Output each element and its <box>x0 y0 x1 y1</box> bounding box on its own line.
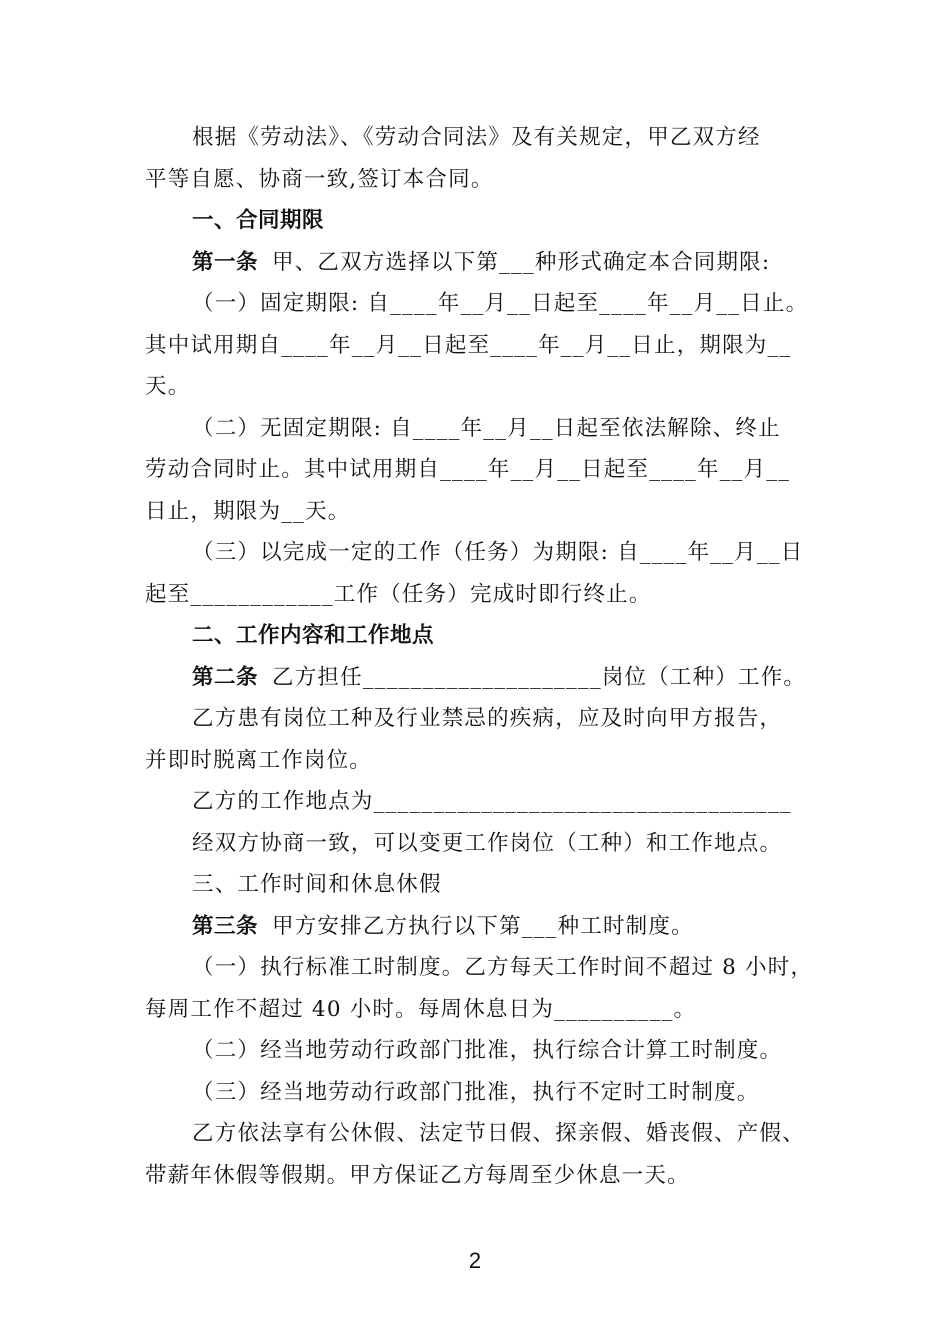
section-heading: 二、工作内容和工作地点 <box>192 623 435 648</box>
paragraph-line: 日止，期限为__天。 <box>145 499 351 524</box>
paragraph-line: 乙方的工作地点为___________________________________ <box>192 789 792 814</box>
paragraph-line: 根据《劳动法》、《劳动合同法》及有关规定，甲乙双方经 <box>192 125 761 150</box>
paragraph-line: 平等自愿、协商一致,签订本合同。 <box>145 167 494 192</box>
article-line <box>192 249 770 277</box>
article-line <box>192 913 694 941</box>
paragraph-line: 起至____________工作（任务）完成时即行终止。 <box>145 582 652 607</box>
paragraph-line: 乙方患有岗位工种及行业禁忌的疾病，应及时向甲方报告， <box>192 706 783 731</box>
article-text: 乙方担任____________________岗位（工种）工作。 <box>272 665 807 690</box>
paragraph-line: （二）无固定期限: 自____年__月__日起至依法解除、终止 <box>192 416 781 441</box>
paragraph-line: 乙方依法享有公休假、法定节日假、探亲假、婚丧假、产假、 <box>192 1121 805 1146</box>
paragraph-line: （三）以完成一定的工作（任务）为期限: 自____年__月__日 <box>192 540 804 565</box>
page-number: 2 <box>468 1248 482 1273</box>
article-text: 甲、乙双方选择以下第___种形式确定本合同期限: <box>272 250 771 275</box>
article-label: 第一条 <box>192 250 259 275</box>
paragraph-line: 并即时脱离工作岗位。 <box>145 748 373 773</box>
section-heading: 三、工作时间和休息休假 <box>192 872 442 897</box>
paragraph-line: （二）经当地劳动行政部门批准，执行综合计算工时制度。 <box>192 1038 783 1063</box>
article-label: 第三条 <box>192 914 259 939</box>
section-heading: 一、合同期限 <box>192 208 325 233</box>
article-line <box>192 664 806 692</box>
paragraph-line: 每周工作不超过 40 小时。每周休息日为__________。 <box>145 997 697 1022</box>
paragraph-line: （三）经当地劳动行政部门批准，执行不定时工时制度。 <box>192 1080 760 1105</box>
paragraph-line: 其中试用期自____年__月__日起至____年__月__日止，期限为__ <box>145 333 792 358</box>
paragraph-line: （一）执行标准工时制度。乙方每天工作时间不超过 8 小时， <box>192 955 814 980</box>
paragraph-line: 劳动合同时止。其中试用期自____年__月__日起至____年__月__ <box>145 457 791 482</box>
paragraph-line: （一）固定期限: 自____年__月__日起至____年__月__日止。 <box>192 291 809 316</box>
article-text: 甲方安排乙方执行以下第___种工时制度。 <box>272 914 694 939</box>
article-label: 第二条 <box>192 665 259 690</box>
paragraph-line: 天。 <box>145 374 191 399</box>
paragraph-line: 带薪年休假等假期。甲方保证乙方每周至少休息一天。 <box>145 1163 690 1188</box>
paragraph-line: 经双方协商一致，可以变更工作岗位（工种）和工作地点。 <box>192 831 783 856</box>
